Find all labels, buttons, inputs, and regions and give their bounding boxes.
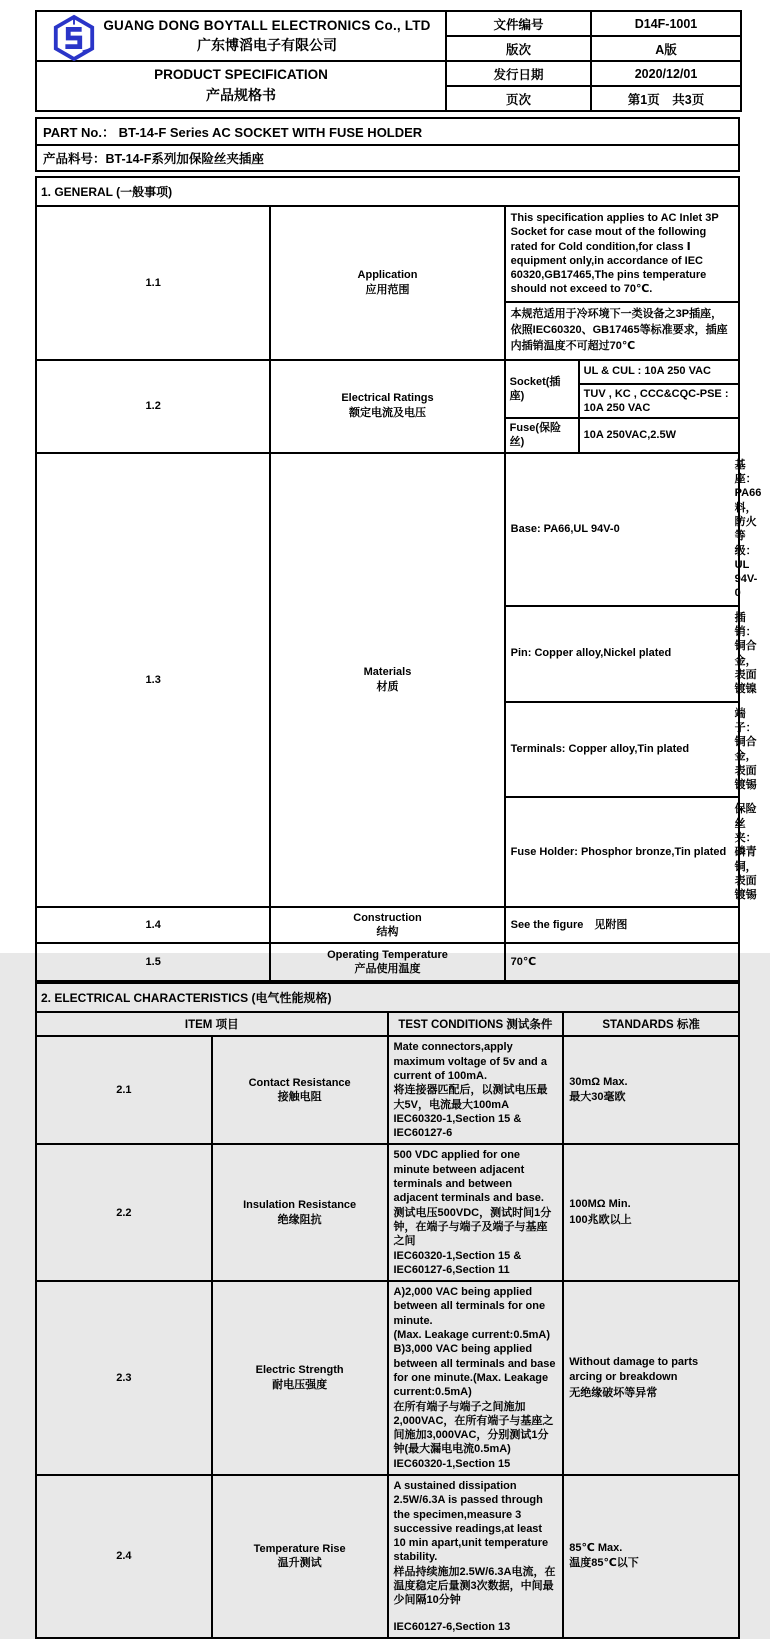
temperature-rise-name	[212, 1475, 388, 1638]
insulation-resistance-num: 2.2	[36, 1144, 212, 1281]
row-ratings-num: 1.2	[36, 360, 270, 453]
electric-strength-name-cn: 耐电压强度	[272, 1379, 328, 1392]
material-row-fuse-holder	[506, 798, 757, 906]
socket-rating-tuv: TUV , KC , CCC&CQC-PSE : 10A 250 VAC	[579, 384, 738, 419]
std-line: 30mΩ Max.	[569, 1076, 628, 1089]
issue-date-label: 发行日期	[446, 61, 591, 86]
electric-strength-test-conditions	[388, 1281, 564, 1475]
electric-strength-name	[212, 1281, 388, 1475]
section2-title: 2. ELECTRICAL CHARACTERISTICS (电气性能规格)	[36, 983, 739, 1012]
column-header-item: ITEM 项目	[36, 1012, 388, 1036]
row-operating-temp-num: 1.5	[36, 943, 270, 981]
row-construction	[36, 907, 739, 943]
row-application-name-en: Application	[357, 268, 418, 281]
tc-line: 在所有端子与端子之间施加2,000VAC，在所有端子与基座之间施加3,000VAC，分别测试1分钟(最大漏电电流0.5mA)	[393, 1400, 554, 1456]
tc-line: 将连接器匹配后，以测试电压最大5V，电流最大100mA	[393, 1084, 548, 1111]
contact-resistance-name-cn: 接触电阻	[277, 1091, 322, 1104]
temperature-rise-num: 2.4	[36, 1475, 212, 1638]
part-number-en: PART No.： BT-14-F Series AC SOCKET WITH FUSE HOLDER	[36, 118, 739, 145]
insulation-resistance-name-cn: 绝缘阻抗	[277, 1213, 322, 1226]
material-pin-en: Pin: Copper alloy,Nickel plated	[510, 647, 672, 660]
column-header-test-conditions: TEST CONDITIONS 测试条件	[388, 1012, 564, 1036]
material-row-pin	[506, 607, 757, 703]
material-terminals-en: Terminals: Copper alloy,Tin plated	[510, 743, 690, 756]
temperature-rise-test-conditions	[388, 1475, 564, 1638]
doc-number-value: D14F-1001	[591, 11, 741, 36]
tc-line: Mate connectors,apply maximum voltage of 5v and a current of 100mA.	[393, 1041, 547, 1082]
material-terminals-cn: 端子：铜合金，表面镀锡	[734, 707, 757, 792]
row-application-content	[505, 206, 739, 360]
tc-line: IEC60320-1,Section 15 & IEC60127-6,Section 11	[393, 1249, 522, 1276]
material-row-base	[506, 454, 762, 607]
contact-resistance-standard	[563, 1036, 739, 1144]
contact-resistance-num: 2.1	[36, 1036, 212, 1144]
application-text-en: This specification applies to AC Inlet 3P Socket for case mout of the following rated for Cold condition,for class Ⅰ equipment only,in accordance of IEC 60320,GB17465,The pins temperature should not exceed to 70℃.	[506, 207, 738, 303]
row-application-num: 1.1	[36, 206, 270, 360]
row-operating-temp-name-en: Operating Temperature	[327, 948, 448, 961]
row-materials-name	[270, 453, 504, 908]
insulation-resistance-name-en: Insulation Resistance	[243, 1198, 357, 1211]
tc-line: 样品持续施加2.5W/6.3A电流，在温度稳定后量测3次数据，中间最少间隔10分钟	[393, 1565, 556, 1607]
row-ratings	[36, 360, 739, 453]
tc-line: A)2,000 VAC being applied between all terminals for one minute.	[393, 1286, 546, 1327]
electric-strength-name-en: Electric Strength	[255, 1364, 344, 1377]
insulation-resistance-test-conditions	[388, 1144, 564, 1281]
document-content	[35, 10, 762, 1639]
row-materials	[36, 453, 739, 908]
page-number-label: 页次	[446, 86, 591, 111]
row-construction-name-en: Construction	[353, 911, 422, 924]
ratings-inner-table	[506, 361, 738, 452]
section2-header-row	[36, 1012, 739, 1036]
tc-line: 500 VDC applied for one minute between adjacent terminals and between adjacent terminals and base.	[393, 1149, 544, 1205]
section2-table	[35, 982, 740, 1639]
electric-strength-num: 2.3	[36, 1281, 212, 1475]
material-pin-cn: 插销：铜合金，表面镀镍	[734, 611, 757, 696]
fuse-label: Fuse(保险丝)	[506, 418, 579, 452]
temperature-rise-standard	[563, 1475, 739, 1638]
row-materials-name-en: Materials	[363, 666, 412, 679]
section1-table	[35, 176, 762, 982]
row-ratings-name-en: Electrical Ratings	[341, 392, 434, 405]
row-contact-resistance	[36, 1036, 739, 1144]
row-application-name-cn: 应用范围	[365, 283, 410, 296]
header-table	[35, 10, 742, 112]
revision-label: 版次	[446, 36, 591, 61]
row-insulation-resistance	[36, 1144, 739, 1281]
material-base-cn: 基座：PA66料，防火等级：UL 94V-0	[734, 458, 762, 600]
revision-value: A版	[591, 36, 741, 61]
company-logo-icon	[51, 15, 97, 61]
row-application-name	[270, 206, 504, 360]
material-fuse-holder-en: Fuse Holder: Phosphor bronze,Tin plated	[510, 846, 727, 859]
contact-resistance-test-conditions	[388, 1036, 564, 1144]
row-electric-strength	[36, 1281, 739, 1475]
row-construction-num: 1.4	[36, 907, 270, 943]
std-line: 温度85℃以下	[569, 1557, 639, 1570]
row-materials-num: 1.3	[36, 453, 270, 908]
construction-value: See the figure 见附图	[505, 907, 739, 943]
material-fuse-holder-cn: 保险丝夹：磷青铜，表面镀锡	[734, 803, 757, 902]
part-number-table	[35, 117, 740, 172]
std-line: 100MΩ Min.	[569, 1198, 631, 1211]
std-line: Without damage to parts arcing or breakdown	[569, 1355, 699, 1384]
product-title-cell	[36, 61, 446, 111]
std-line: 无绝缘破坏等异常	[569, 1386, 658, 1399]
operating-temp-value: 70℃	[505, 943, 739, 981]
contact-resistance-name-en: Contact Resistance	[248, 1076, 351, 1089]
tc-line: (Max. Leakage current:0.5mA)	[393, 1329, 550, 1342]
application-text-cn: 本规范适用于冷环境下一类设备之3P插座，依照IEC60320、GB17465等标准要求，插座内插销温度不可超过70℃	[510, 307, 728, 352]
company-name-cn: 广东博滔电子有限公司	[197, 36, 337, 53]
temperature-rise-name-cn: 温升测试	[277, 1557, 322, 1570]
socket-rating-ul: UL & CUL : 10A 250 VAC	[579, 361, 738, 384]
company-name-block	[93, 18, 441, 55]
material-base-en: Base: PA66,UL 94V-0	[510, 523, 620, 536]
tc-line: IEC60320-1,Section 15	[393, 1457, 511, 1470]
row-temperature-rise	[36, 1475, 739, 1638]
tc-line: 测试电压500VDC，测试时间1分钟，在端子与端子及端子与基座之间	[393, 1206, 552, 1248]
column-header-standards: STANDARDS 标准	[563, 1012, 739, 1036]
company-name-en: GUANG DONG BOYTALL ELECTRONICS Co., LTD	[103, 17, 431, 33]
insulation-resistance-standard	[563, 1144, 739, 1281]
std-line: 最大30毫欧	[569, 1091, 626, 1104]
std-line: 85℃ Max.	[569, 1542, 623, 1555]
row-ratings-name	[270, 360, 504, 453]
part-number-cn: 产品料号：BT-14-F系列加保险丝夹插座	[36, 145, 739, 171]
issue-date-value: 2020/12/01	[591, 61, 741, 86]
tc-line: A sustained dissipation 2.5W/6.3A is passed through the specimen,measure 3 successive readings,at least 10 min apart,unit temperature stability.	[393, 1480, 549, 1564]
doc-number-label: 文件编号	[446, 11, 591, 36]
contact-resistance-name	[212, 1036, 388, 1144]
insulation-resistance-name	[212, 1144, 388, 1281]
product-title-en: PRODUCT SPECIFICATION	[154, 67, 328, 82]
row-operating-temp-name-cn: 产品使用温度	[354, 963, 421, 976]
row-ratings-content	[505, 360, 739, 453]
row-ratings-name-cn: 额定电流及电压	[348, 407, 426, 420]
row-construction-name-cn: 结构	[376, 926, 399, 939]
row-materials-content	[505, 453, 762, 908]
product-title-cn: 产品规格书	[206, 87, 276, 103]
socket-label: Socket(插座)	[506, 361, 579, 419]
temperature-rise-name-en: Temperature Rise	[253, 1542, 346, 1555]
page-number-value: 第1页 共3页	[591, 86, 741, 111]
row-materials-name-cn: 材质	[376, 681, 399, 694]
row-application	[36, 206, 739, 360]
tc-line: IEC60320-1,Section 15 & IEC60127-6	[393, 1112, 522, 1140]
row-operating-temp-name	[270, 943, 504, 981]
row-operating-temp	[36, 943, 739, 981]
std-line: 100兆欧以上	[569, 1213, 632, 1226]
electric-strength-standard	[563, 1281, 739, 1475]
company-header-cell	[36, 11, 446, 61]
material-row-terminals	[506, 703, 757, 799]
section1-title: 1. GENERAL (一般事项)	[36, 177, 739, 206]
tc-line: B)3,000 VAC being applied between all terminals and base for one minute.(Max. Leakage current:0.5mA)	[393, 1343, 556, 1399]
fuse-rating: 10A 250VAC,2.5W	[579, 418, 738, 452]
row-construction-name	[270, 907, 504, 943]
tc-line: IEC60127-6,Section 13	[393, 1620, 511, 1633]
